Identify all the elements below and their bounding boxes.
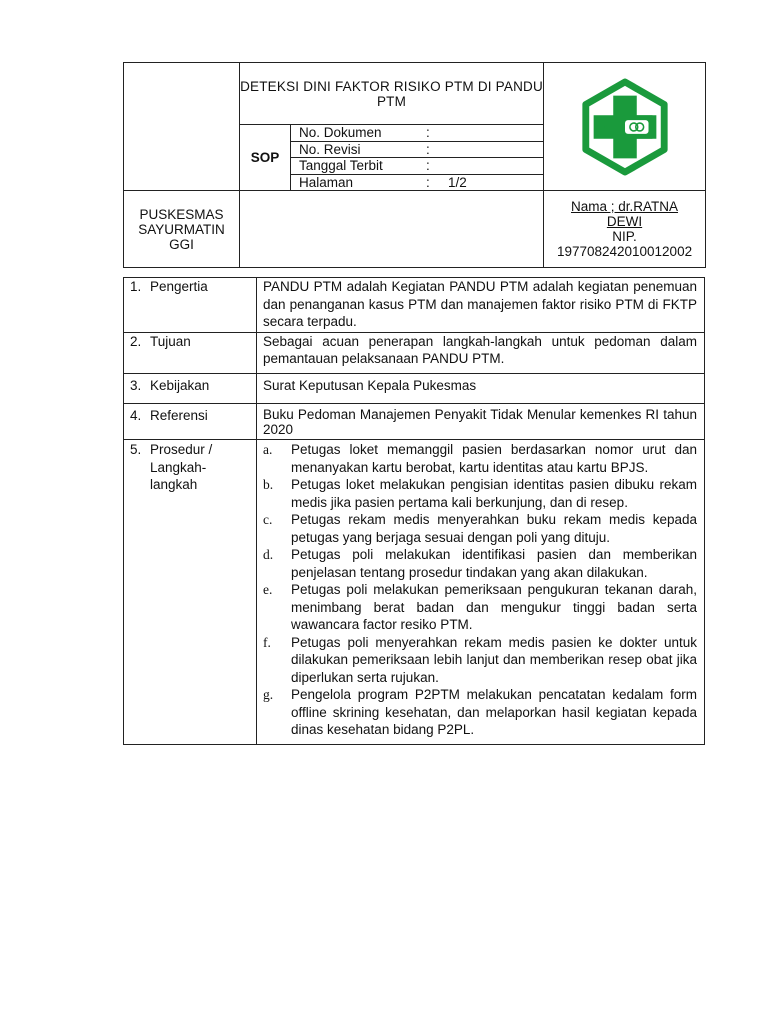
- logo-cell: [544, 63, 706, 191]
- document-title: DETEKSI DINI FAKTOR RISIKO PTM DI PANDU PTM: [240, 63, 544, 125]
- section-label-cell: [124, 332, 257, 373]
- section-number: 2.: [130, 333, 142, 349]
- section-row: [124, 278, 705, 333]
- signer-nip: 197708242010012002: [556, 244, 693, 259]
- procedure-steps: [263, 441, 697, 739]
- section-label: Referensi: [150, 408, 208, 423]
- meta-value: [448, 125, 543, 141]
- step-marker: f.: [263, 634, 271, 650]
- meta-colon: :: [426, 158, 448, 175]
- meta-label: Tanggal Terbit: [291, 158, 426, 175]
- puskesmas-logo-icon: [576, 78, 674, 176]
- meta-label: Halaman: [291, 174, 426, 190]
- meta-colon: :: [426, 141, 448, 158]
- section-number: 3.: [130, 377, 142, 393]
- list-item: [263, 511, 697, 546]
- section-row: [124, 373, 705, 404]
- section-row: [124, 332, 705, 373]
- signer-name: Nama ; dr.RATNA DEWI: [571, 199, 679, 229]
- section-content: PANDU PTM adalah Kegiatan PANDU PTM adalah kegiatan penemuan dan penanganan kasus PTM dan manajemen faktor risiko PTM di FKTP secara terpadu.: [257, 278, 705, 333]
- section-label: Prosedur / Langkah-langkah: [150, 442, 213, 492]
- organization-name: [124, 191, 240, 268]
- section-label-cell: [124, 373, 257, 404]
- list-item: [263, 476, 697, 511]
- list-item: [263, 441, 697, 476]
- section-label-cell: [124, 440, 257, 745]
- meta-colon: :: [426, 174, 448, 190]
- step-text: Petugas poli menyerahkan rekam medis pasien ke dokter untuk dilakukan pemeriksaan lebih lanjut dan memberikan resep obat jika diperlukan serta rujukan.: [291, 634, 697, 685]
- header-empty-cell: [240, 191, 544, 268]
- signer-block: [544, 191, 706, 268]
- section-label-cell: [124, 404, 257, 440]
- section-content: Surat Keputusan Kepala Pukesmas: [257, 373, 705, 404]
- section-row: [124, 404, 705, 440]
- header-blank-cell: [124, 63, 240, 191]
- meta-colon: :: [426, 125, 430, 141]
- step-marker: e.: [263, 582, 273, 597]
- list-item: [263, 686, 697, 739]
- step-marker: c.: [263, 512, 273, 527]
- meta-row: [291, 158, 543, 175]
- step-text: Petugas loket memanggil pasien berdasarkan nomor urut dan menanyakan kartu berobat, kartu identitas atau kartu BPJS.: [291, 442, 697, 475]
- step-text: Pengelola program P2PTM melakukan pencatatan kedalam form offline skrining kesehatan, dan melaporkan hasil kegiatan kepada dinas kesehatan bidang P2PL.: [291, 687, 697, 737]
- section-label: Kebijakan: [150, 377, 210, 393]
- list-item: [263, 581, 697, 634]
- meta-label: No. Revisi: [291, 141, 426, 158]
- document-meta: [291, 125, 543, 190]
- step-text: Petugas poli melakukan pemeriksaan pengukuran tekanan darah, menimbang berat badan dan mengukur tinggi badan serta wawancara factor resiko PTM.: [291, 582, 697, 632]
- list-item: [263, 634, 697, 687]
- meta-value: [448, 141, 543, 158]
- signer-nip-label: NIP.: [612, 229, 637, 244]
- step-marker: d.: [263, 547, 274, 562]
- section-label-cell: [124, 278, 257, 333]
- section-label: Pengertia: [150, 279, 208, 294]
- sop-label: SOP: [240, 125, 291, 191]
- step-marker: g.: [263, 687, 274, 702]
- step-text: Petugas loket melakukan pengisian identitas pasien dibuku rekam medis jika pasien pertama kali berkunjung, dan di resep.: [291, 477, 697, 510]
- organization-label: PUSKESMAS SAYURMATIN GGI: [138, 206, 225, 252]
- section-label: Tujuan: [150, 333, 191, 349]
- sop-header: [123, 62, 705, 268]
- section-row: [124, 440, 705, 745]
- step-text: Petugas poli melakukan identifikasi pasien dan memberikan penjelasan tentang prosedur tindakan yang akan dilakukan.: [291, 547, 697, 580]
- meta-row: [291, 141, 543, 158]
- meta-value: 1/2: [448, 174, 543, 190]
- sop-body: [123, 277, 705, 745]
- step-marker: b.: [263, 477, 274, 492]
- list-item: [263, 546, 697, 581]
- meta-value: [448, 158, 543, 175]
- step-marker: a.: [263, 442, 273, 457]
- procedure-steps-cell: [257, 440, 705, 745]
- meta-row: [291, 174, 543, 190]
- meta-row: [291, 125, 543, 141]
- meta-label: No. Dokumen: [299, 125, 382, 141]
- section-content: Sebagai acuan penerapan langkah-langkah untuk pedoman dalam pemantauan pelaksanaan PANDU PTM.: [257, 332, 705, 373]
- section-number: 4.: [130, 408, 142, 423]
- section-number: 1.: [130, 279, 142, 294]
- step-text: Petugas rekam medis menyerahkan buku rekam medis kepada petugas yang berjaga sesuai dengan poli yang dituju.: [291, 512, 697, 545]
- section-content: Buku Pedoman Manajemen Penyakit Tidak Menular kemenkes RI tahun 2020: [257, 404, 705, 440]
- section-number: 5.: [130, 442, 142, 457]
- document-meta-cell: [291, 125, 544, 191]
